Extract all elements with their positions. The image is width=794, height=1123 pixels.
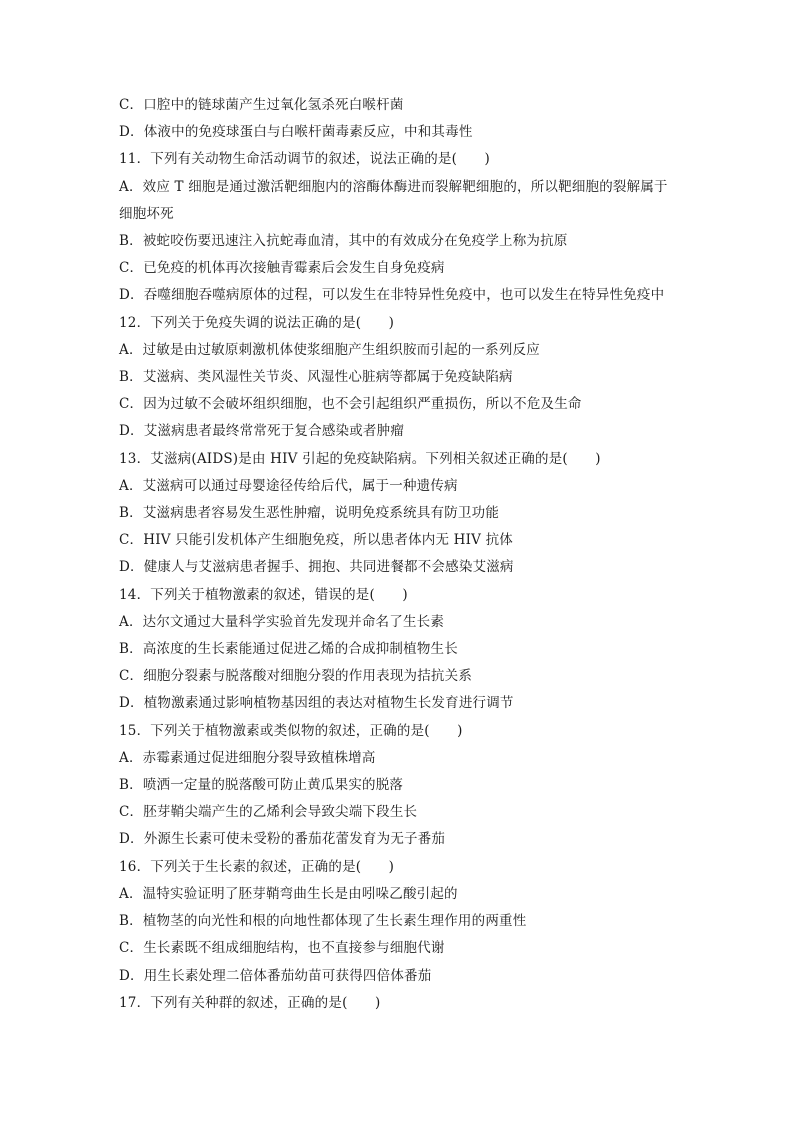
option-line: D．体液中的免疫球蛋白与白喉杆菌毒素反应，中和其毒性 <box>119 124 473 141</box>
question-stem: 15．下列关于植物激素或类似物的叙述，正确的是( ) <box>119 722 463 739</box>
option-line: C．生长素既不组成细胞结构，也不直接参与细胞代谢 <box>119 940 445 957</box>
option-line: C．HIV 只能引发机体产生细胞免疫，所以患者体内无 HIV 抗体 <box>119 532 514 549</box>
option-line: D．用生长素处理二倍体番茄幼苗可获得四倍体番茄 <box>119 967 432 984</box>
option-line: D．外源生长素可使未受粉的番茄花蕾发育为无子番茄 <box>119 831 446 848</box>
option-line: A．艾滋病可以通过母婴途径传给后代，属于一种遗传病 <box>119 477 458 494</box>
option-line: D．健康人与艾滋病患者握手、拥抱、共同进餐都不会感染艾滋病 <box>119 559 514 576</box>
option-line: A．赤霉素通过促进细胞分裂导致植株增高 <box>119 749 376 766</box>
option-line: D．植物激素通过影响植物基因组的表达对植物生长发育进行调节 <box>119 695 514 712</box>
option-line: B．高浓度的生长素能通过促进乙烯的合成抑制植物生长 <box>119 641 458 658</box>
question-list <box>119 92 679 1017</box>
option-line: C．已免疫的机体再次接触青霉素后会发生自身免疫病 <box>119 260 445 277</box>
question-stem: 16．下列关于生长素的叙述，正确的是( ) <box>119 858 395 875</box>
option-line: A．温特实验证明了胚芽鞘弯曲生长是由吲哚乙酸引起的 <box>119 885 458 902</box>
option-line: C．细胞分裂素与脱落酸对细胞分裂的作用表现为拮抗关系 <box>119 668 473 685</box>
option-line: D．吞噬细胞吞噬病原体的过程，可以发生在非特异性免疫中，也可以发生在特异性免疫中 <box>119 287 665 304</box>
option-line: C．口腔中的链球菌产生过氧化氢杀死白喉杆菌 <box>119 97 404 113</box>
question-stem: 12．下列关于免疫失调的说法正确的是( ) <box>119 314 395 331</box>
option-line: B．被蛇咬伤要迅速注入抗蛇毒血清，其中的有效成分在免疫学上称为抗原 <box>119 233 568 250</box>
option-line: B．艾滋病患者容易发生恶性肿瘤，说明免疫系统具有防卫功能 <box>119 505 500 522</box>
option-line: D．艾滋病患者最终常常死于复合感染或者肿瘤 <box>119 423 405 440</box>
option-line: B．植物茎的向光性和根的向地性都体现了生长素生理作用的两重性 <box>119 913 527 930</box>
question-stem: 13．艾滋病(AIDS)是由 HIV 引起的免疫缺陷病。下列相关叙述正确的是( ) <box>119 450 601 467</box>
question-stem: 14．下列关于植物激素的叙述，错误的是( ) <box>119 586 408 603</box>
option-line: A．效应 T 细胞是通过激活靶细胞内的溶酶体酶进而裂解靶细胞的，所以靶细胞的裂解属于细胞坏死 <box>119 178 668 222</box>
option-line: A．过敏是由过敏原刺激机体使浆细胞产生组织胺而引起的一系列反应 <box>119 341 540 358</box>
option-line: B．艾滋病、类风湿性关节炎、风湿性心脏病等都属于免疫缺陷病 <box>119 369 513 386</box>
option-line: C．胚芽鞘尖端产生的乙烯利会导致尖端下段生长 <box>119 804 418 821</box>
option-line: A．达尔文通过大量科学实验首先发现并命名了生长素 <box>119 613 445 630</box>
option-line: C．因为过敏不会破坏组织细胞，也不会引起组织严重损伤，所以不危及生命 <box>119 396 582 413</box>
question-stem: 11．下列有关动物生命活动调节的叙述，说法正确的是( ) <box>119 151 491 168</box>
question-stem: 17．下列有关种群的叙述，正确的是( ) <box>119 994 381 1011</box>
option-line: B．喷洒一定量的脱落酸可防止黄瓜果实的脱落 <box>119 777 404 794</box>
